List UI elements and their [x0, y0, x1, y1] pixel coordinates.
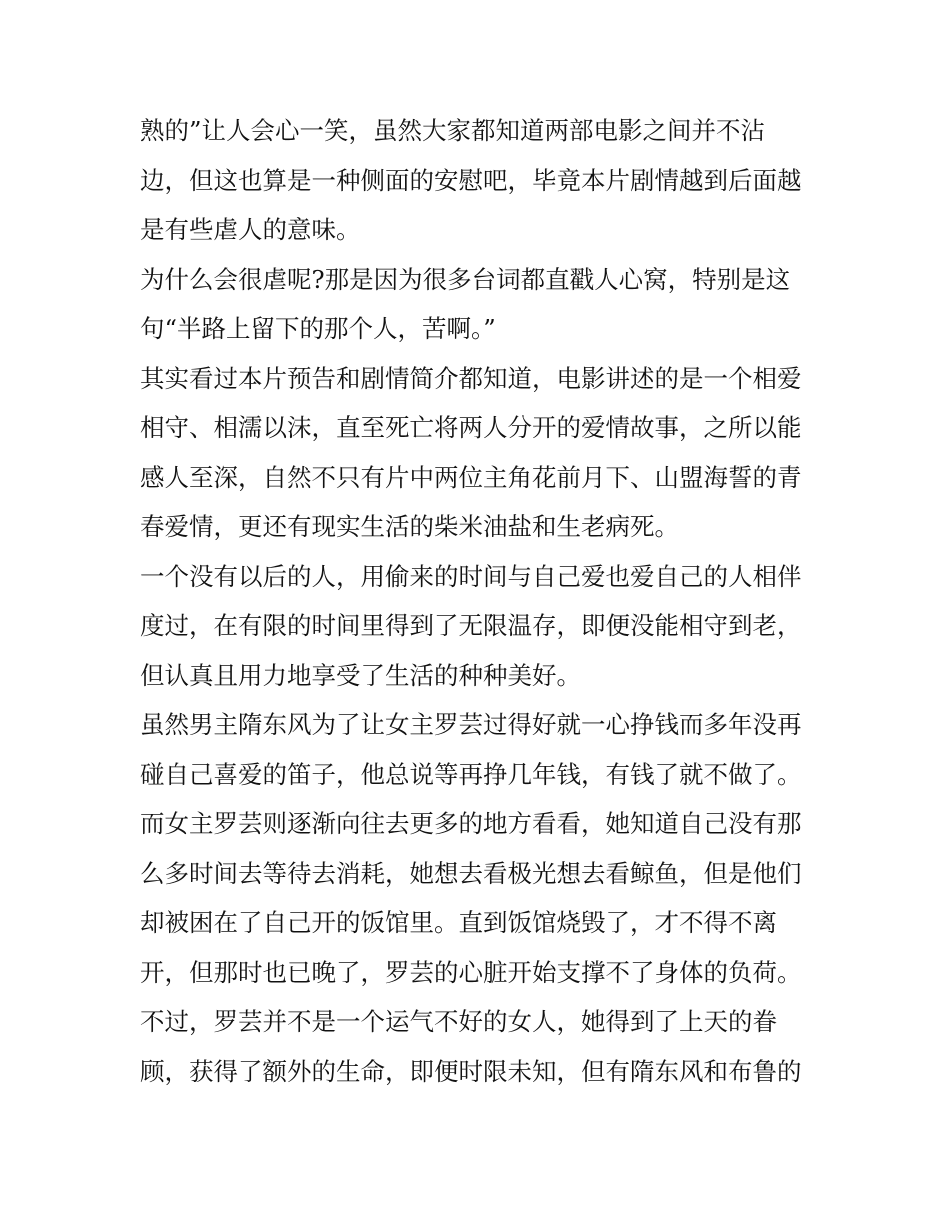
text-line: 而女主罗芸则逐渐向往去更多的地方看看，她知道自己没有那 [140, 809, 802, 838]
text-line: 春爱情，更还有现实生活的柴米油盐和生老病死。 [140, 512, 679, 541]
text-line: 为什么会很虐呢?那是因为很多台词都直戳人心窝，特别是这 [140, 264, 791, 294]
text-line: 一个没有以后的人，用偷来的时间与自己爱也爱自己的人相伴 [140, 561, 802, 591]
text-line: 边，但这也算是一种侧面的安慰吧，毕竟本片剧情越到后面越 [140, 165, 802, 195]
text-line: 相守、相濡以沫，直至死亡将两人分开的爱情故事，之所以能 [140, 413, 802, 442]
text-line: 其实看过本片预告和剧情简介都知道，电影讲述的是一个相爱 [140, 363, 802, 393]
text-line: 度过，在有限的时间里得到了无限温存，即便没能相守到老， [140, 611, 802, 640]
text-line: 但认真且用力地享受了生活的种种美好。 [140, 660, 581, 690]
text-line: 却被困在了自己开的饭馆里。直到饭馆烧毁了，才不得不离 [140, 908, 777, 937]
text-line: 是有些虐人的意味。 [140, 215, 361, 244]
text-line: 碰自己喜爱的笛子，他总说等再挣几年钱，有钱了就不做了。 [140, 759, 802, 789]
text-line: 句“半路上留下的那个人，苦啊。” [140, 314, 496, 343]
text-line: 感人至深，自然不只有片中两位主角花前月下、山盟海誓的青 [140, 462, 802, 492]
document-body [140, 106, 820, 1096]
text-line: 虽然男主隋东风为了让女主罗芸过得好就一心挣钱而多年没再 [140, 710, 802, 739]
text-line: 熟的”让人会心一笑，虽然大家都知道两部电影之间并不沾 [140, 116, 766, 145]
text-line: 开，但那时也已晚了，罗芸的心脏开始支撑不了身体的负荷。 [140, 957, 802, 987]
text-line: 不过，罗芸并不是一个运气不好的女人，她得到了上天的眷 [140, 1007, 777, 1036]
text-line: 么多时间去等待去消耗，她想去看极光想去看鲸鱼，但是他们 [140, 858, 802, 888]
text-line: 顾，获得了额外的生命，即便时限未知，但有隋东风和布鲁的 [140, 1056, 802, 1086]
